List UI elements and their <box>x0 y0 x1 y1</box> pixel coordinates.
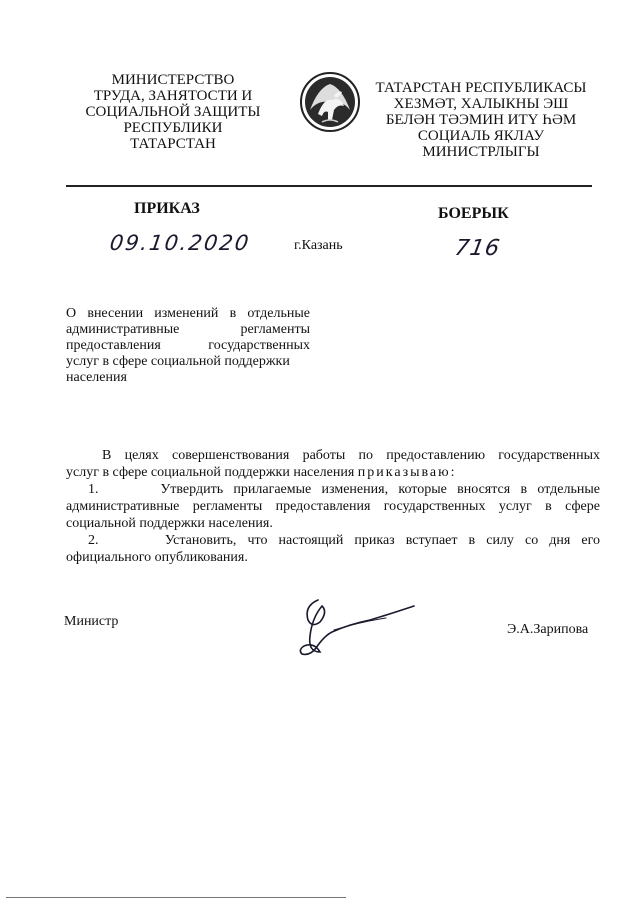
order-subject <box>66 306 310 386</box>
subject-line: услуг в сфере социальной поддержки <box>66 354 290 369</box>
header-right-line: ТАТАРСТАН РЕСПУБЛИКАСЫ <box>375 80 587 96</box>
body-intro-line: В целях совершенствования работы по предоставлению государственных <box>102 448 600 463</box>
header-divider <box>66 185 592 187</box>
header-right-line: МИНИСТРЛЫГЫ <box>422 144 540 160</box>
order-body <box>66 447 600 566</box>
body-intro-line <box>66 464 600 481</box>
signatory-name: Э.А.Зарипова <box>507 622 589 637</box>
header-left-line: СОЦИАЛЬНОЙ ЗАЩИТЫ <box>85 104 261 120</box>
header-left-line: МИНИСТЕРСТВО <box>111 72 235 88</box>
order-title-tatar: БОЕРЫК <box>438 205 509 222</box>
header-left-line: РЕСПУБЛИКИ <box>123 120 223 136</box>
item-2-line <box>66 532 600 549</box>
subject-line: административные регламенты <box>66 322 310 337</box>
item-1-number: 1. <box>88 482 99 497</box>
order-date-handwritten: 09.10.2020 <box>108 231 252 255</box>
item-1-line <box>66 481 600 498</box>
header-left-line: ТАТАРСТАН <box>130 136 216 152</box>
body-decree-word: приказываю: <box>357 465 457 480</box>
subject-line: предоставления государственных <box>66 338 310 353</box>
subject-line: О внесении изменений в отдельные <box>66 306 310 321</box>
subject-line: населения <box>66 370 127 385</box>
coat-of-arms-emblem <box>298 70 362 134</box>
header-right-line: СОЦИАЛЬ ЯКЛАУ <box>417 128 545 144</box>
signatory-position: Министр <box>64 614 119 629</box>
order-title-russian: ПРИКАЗ <box>134 200 200 217</box>
item-2-line: официального опубликования. <box>66 550 248 565</box>
item-1-line: социальной поддержки населения. <box>66 516 273 531</box>
ministry-name-tatar <box>370 80 592 160</box>
handwritten-signature <box>290 596 420 658</box>
order-city: г.Казань <box>294 238 343 253</box>
item-2-number: 2. <box>88 533 99 548</box>
ministry-name-russian <box>68 72 278 152</box>
header-left-line: ТРУДА, ЗАНЯТОСТИ И <box>93 88 253 104</box>
item-1-line: административные регламенты предоставления государственных услуг в сфере <box>66 499 600 514</box>
footer-divider <box>6 897 346 898</box>
item-2-text: Установить, что настоящий приказ вступает в силу со дня его <box>164 533 600 548</box>
item-1-text: Утвердить прилагаемые изменения, которые вносятся в отдельные <box>160 482 600 497</box>
order-number-handwritten: 716 <box>452 236 503 261</box>
header-right-line: БЕЛӘН ТӘЭМИН ИТҮ ҺӘМ <box>385 112 577 128</box>
header-right-line: ХЕЗМӘТ, ХАЛЫКНЫ ЭШ <box>393 96 569 112</box>
body-intro-text: услуг в сфере социальной поддержки населения <box>66 465 355 480</box>
